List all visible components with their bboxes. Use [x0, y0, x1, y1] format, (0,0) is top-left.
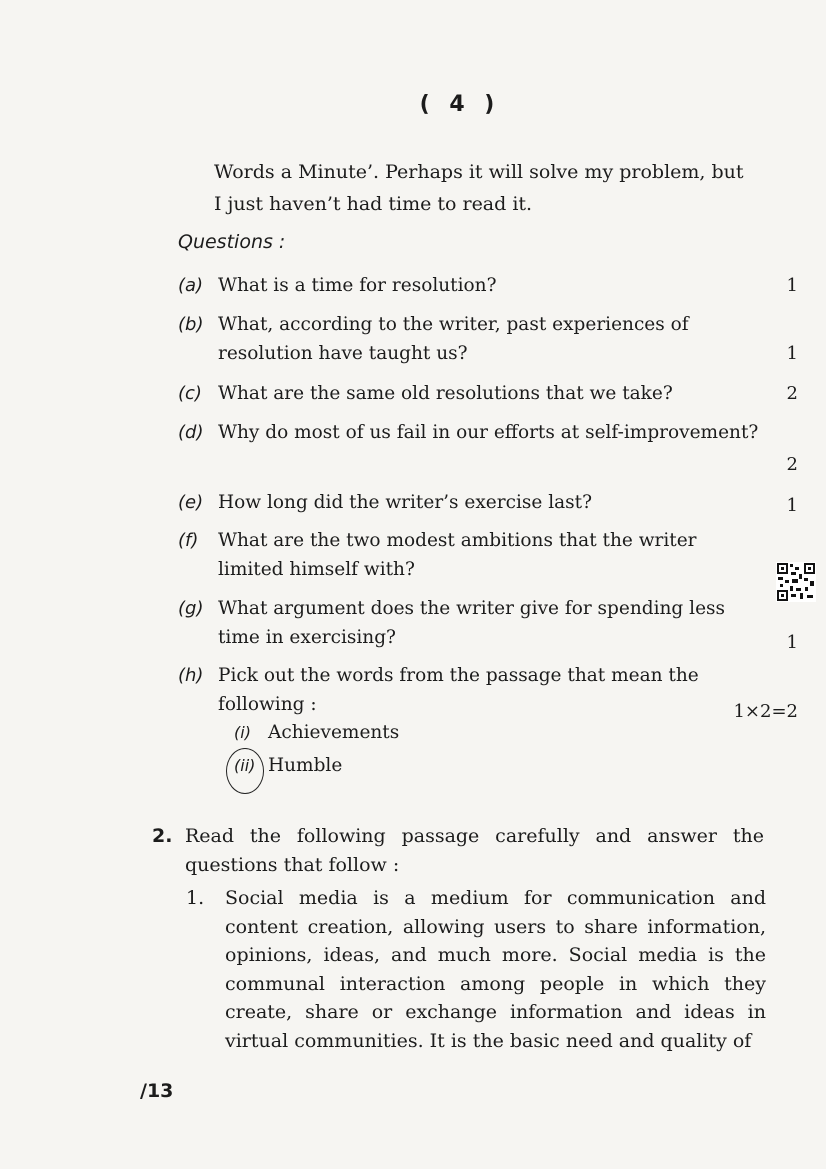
- question-b: [178, 310, 798, 368]
- question-marks: 1: [786, 343, 798, 364]
- question-label: (g): [178, 598, 204, 619]
- question-h: [178, 661, 798, 722]
- sub-item-text: Humble: [268, 755, 343, 776]
- question-d: [178, 418, 798, 475]
- question-g: [178, 594, 798, 652]
- question-text: What, according to the writer, past experiences of resolution have taught us?: [218, 314, 689, 364]
- question-marks: 1×2=2: [733, 701, 798, 722]
- question-label: (c): [178, 383, 202, 404]
- question-e: [178, 488, 798, 517]
- passage-paragraph: [186, 884, 766, 1055]
- sub-item-i: [234, 722, 399, 743]
- question-text: What is a time for resolution?: [218, 275, 497, 296]
- page-number: ( 4 ): [419, 92, 501, 117]
- question-label: (b): [178, 314, 204, 335]
- question-text: Why do most of us fail in our efforts at self-improvement?: [218, 422, 759, 443]
- question-label: (e): [178, 492, 204, 513]
- question-number: 2.: [152, 825, 173, 847]
- sub-item-label: (i): [234, 723, 251, 742]
- question-marks: 2: [786, 383, 798, 404]
- questions-heading: Questions :: [178, 231, 286, 253]
- question-text: How long did the writer’s exercise last?: [218, 492, 592, 513]
- paragraph-text: Social media is a medium for communication and content creation, allowing users to share information, opinions, ideas, and much more. Social media is the communal interaction among people in which they create, share or exchange information and ideas in virtual communities. It is the basic need and quality of: [225, 887, 766, 1052]
- question-text: Pick out the words from the passage that mean the following :: [218, 665, 699, 715]
- question-f: [178, 526, 798, 584]
- passage-continuation: [214, 156, 766, 220]
- question-marks: 1: [786, 495, 798, 516]
- page-footer-code: /13: [140, 1080, 174, 1102]
- sub-item-text: Achievements: [268, 722, 400, 743]
- question-marks: 2: [786, 454, 798, 475]
- question-a: [178, 271, 798, 300]
- question-2-instruction: [152, 822, 764, 880]
- paragraph-number: 1.: [186, 887, 205, 909]
- question-text: What argument does the writer give for spending less time in exercising?: [218, 598, 726, 648]
- question-label: (f): [178, 530, 199, 551]
- question-marks: 1: [786, 632, 798, 653]
- question-marks: 1: [786, 275, 798, 296]
- instruction-text: Read the following passage carefully and answer the questions that follow :: [185, 825, 764, 876]
- question-label: (a): [178, 275, 204, 296]
- continuation-line: Words a Minute’. Perhaps it will solve my problem, but: [214, 161, 744, 183]
- continuation-line: I just haven’t had time to read it.: [214, 193, 533, 215]
- sub-item-ii: [234, 755, 342, 776]
- question-text: What are the same old resolutions that we take?: [218, 383, 673, 404]
- question-label: (d): [178, 422, 204, 443]
- sub-item-label: (ii): [234, 756, 256, 775]
- question-text: What are the two modest ambitions that the writer limited himself with?: [218, 530, 697, 580]
- question-c: [178, 379, 798, 408]
- question-label: (h): [178, 665, 204, 686]
